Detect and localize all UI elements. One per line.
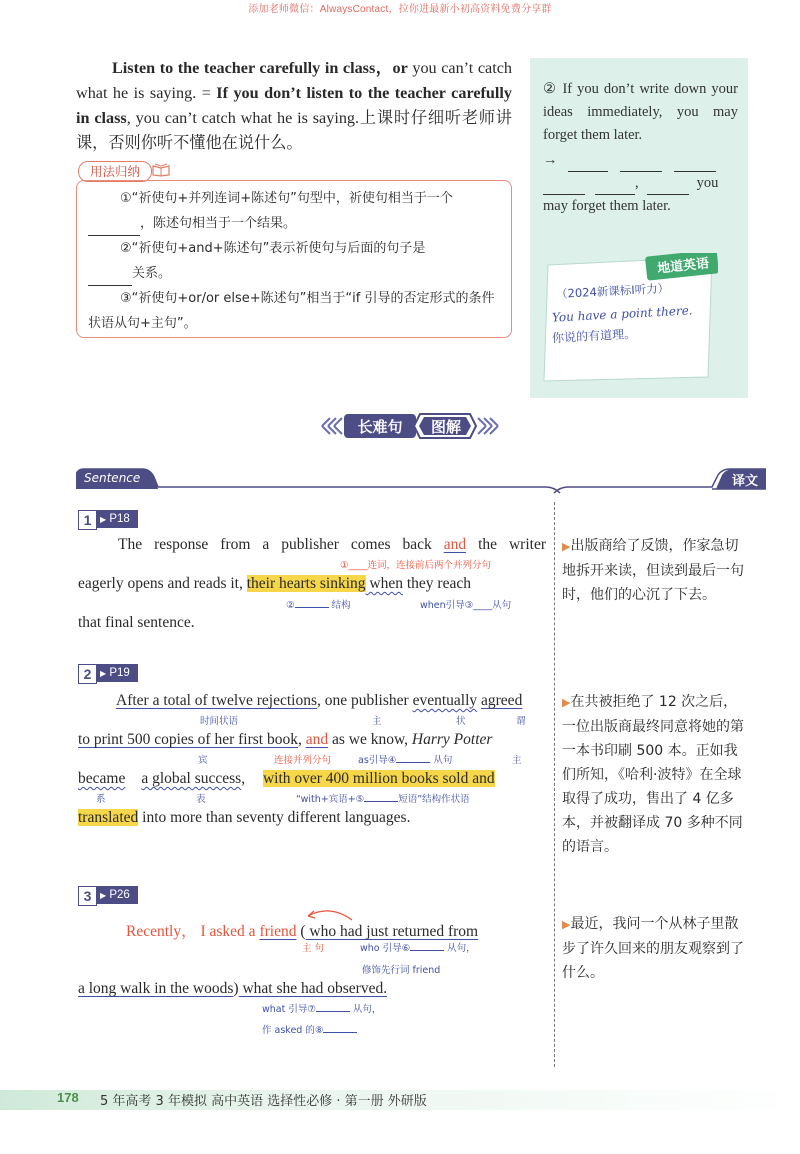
long-sentence-banner <box>320 410 500 442</box>
card-english: You have a point there. <box>551 303 693 325</box>
annotation-as: as引导④ 从句 <box>358 755 453 766</box>
item-3-badge: 3 ▶ P26 <box>78 886 118 904</box>
conjunction-and: and <box>443 536 467 553</box>
section-header-line <box>76 467 766 497</box>
answer-blank[interactable] <box>595 178 635 195</box>
section-right-label: 译文 <box>731 474 758 489</box>
header-note: 添加老师微信：AlwaysContact，拉你进最新小初高资料免费分享群 <box>248 4 552 15</box>
annotation-who: who 引导⑥ 从句， <box>360 943 476 954</box>
annotation-with: “with+宾语+⑤ 短语”结构作状语 <box>296 794 470 805</box>
item-2-line-2: to print 500 copies of her first book, and as we know, Harry Potter <box>78 731 493 748</box>
triangle-bullet-icon: ▶ <box>562 918 571 931</box>
item-3-line-1: Recently， I asked a friend ( who had just returned from <box>126 923 479 940</box>
answer-blank[interactable] <box>674 155 716 172</box>
annotation-1: ①____连词，连接前后两个并列分句 <box>340 560 492 571</box>
answer-blank[interactable] <box>543 178 585 195</box>
answer-blank[interactable] <box>410 941 444 951</box>
item-1-translation: ▶出版商给了反馈，作家急切地拆开来读，但读到最后一句时，他们的心沉了下去。 <box>562 538 744 603</box>
answer-blank[interactable] <box>323 1023 357 1033</box>
annotation-2: ② 结构 <box>286 600 351 611</box>
item-1-line-1: The response from a publisher comes back and the writer <box>118 536 546 553</box>
side-exercise: ② If you don’t write down your ideas immediately, you may forget them later. → , you may forget them later. <box>543 81 738 214</box>
annotation-predicate: 谓 <box>516 716 526 727</box>
annotation-time: 时间状语 <box>200 716 239 727</box>
usage-tag <box>78 161 170 182</box>
card-source: （2024新课标I听力） <box>555 281 670 301</box>
item-2-translation: ▶在共被拒绝了 12 次之后，一位出版商最终同意将她的第一本书印刷 500 本。正如我们所知，《哈利·波特》在全球取得了成功，售出了 4 亿多本，并被翻译成 70 多种不同的语言。 <box>562 694 744 855</box>
antecedent-friend: friend <box>259 923 297 940</box>
answer-blank[interactable] <box>396 753 430 763</box>
usage-rule-3: ③“祈使句+or/or else+陈述句”相当于“if 引导的否定形式的条件状语从句+主句”。 <box>88 291 495 331</box>
annotation-who-modifies: 修饰先行词 friend <box>362 965 441 976</box>
annotation-main-subject: 主 <box>512 755 522 766</box>
intro-or: or <box>392 59 408 77</box>
annotation-link-verb: 系 <box>96 794 106 805</box>
section-left-label: Sentence <box>84 471 141 485</box>
answer-blank[interactable] <box>620 155 662 172</box>
annotation-object: 宾 <box>198 755 208 766</box>
banner-subtitle: 图解 <box>430 418 461 436</box>
answer-blank[interactable] <box>88 269 132 286</box>
annotation-main-clause: 主 句 <box>302 943 325 954</box>
answer-blank[interactable] <box>568 155 608 172</box>
item-3-translation: ▶最近，我问一个从林子里散步了许久回来的朋友观察到了什么。 <box>562 916 744 981</box>
answer-blank[interactable] <box>295 598 329 608</box>
annotation-what-role: 作 asked 的⑧ <box>262 1022 357 1036</box>
conjunction-and: and <box>305 731 329 748</box>
intro-imperative: Listen to the teacher carefully in class <box>112 59 376 77</box>
answer-blank[interactable] <box>88 219 140 236</box>
usage-tag-label: 用法归纳 <box>78 161 152 182</box>
item-2-line-1: After a total of twelve rejections, one publisher eventually agreed <box>116 692 523 709</box>
annotation-predicative: 表 <box>196 794 206 805</box>
annotation-conjunction: 连接并列分句 <box>274 755 332 766</box>
answer-blank[interactable] <box>647 178 689 195</box>
item-2-badge: 2 ▶ P19 <box>78 664 118 682</box>
column-divider <box>554 502 555 1067</box>
authentic-english-card <box>542 253 718 383</box>
card-title: 地道英语 <box>656 256 710 277</box>
annotation-what: what 引导⑦ 从句， <box>262 1004 382 1015</box>
triangle-bullet-icon: ▶ <box>562 540 571 553</box>
answer-blank[interactable] <box>364 792 398 802</box>
section-header <box>76 467 766 497</box>
item-1-line-3: that final sentence. <box>78 614 195 631</box>
intro-if-clause: If you don’t listen to the teacher carefully in class <box>76 84 512 127</box>
card-chinese: 你说的有道理。 <box>551 326 637 346</box>
item-2-line-3: became a global success, with over 400 million books sold and <box>78 770 495 787</box>
usage-rule-1: ①“祈使句+并列连词+陈述句”句型中，祈使句相当于一个，陈述句相当于一个结果。 <box>88 186 502 236</box>
annotation-subject: 主 <box>372 716 382 727</box>
item-3-line-2: a long walk in the woods) what she had observed. <box>78 980 388 997</box>
item-1-line-2: eagerly opens and reads it, their hearts sinking when they reach <box>78 575 471 592</box>
page-number: 178 <box>57 1090 79 1105</box>
usage-rule-2: ②“祈使句+and+陈述句”表示祈使句与后面的句子是 关系。 <box>88 236 502 286</box>
annotation-adverbial: 状 <box>456 716 466 727</box>
highlight-with-structure: with over 400 million books sold and <box>262 770 495 787</box>
answer-blank[interactable] <box>316 1002 350 1012</box>
annotation-3: when引导③____从句 <box>420 600 512 611</box>
usage-rules <box>88 186 502 336</box>
triangle-bullet-icon: ▶ <box>562 696 571 709</box>
highlight-absolute: their hearts sinking <box>246 575 366 592</box>
book-title: 5 年高考 3 年模拟 高中英语 选择性必修 · 第一册 外研版 <box>100 1094 427 1109</box>
book-icon <box>152 163 170 177</box>
banner-title: 长难句 <box>357 418 403 436</box>
intro-paragraph: Listen to the teacher carefully in class，or you can’t catch what he is saying. = If you don’t listen to the teacher carefully in class, you can’t catch what he is saying.上课时仔细听老师讲课，否则你听不懂他在说什么。 <box>76 59 512 152</box>
item-1-badge: 1 ▶ P18 <box>78 510 118 528</box>
item-2-line-4: translated into more than seventy different languages. <box>78 809 411 826</box>
